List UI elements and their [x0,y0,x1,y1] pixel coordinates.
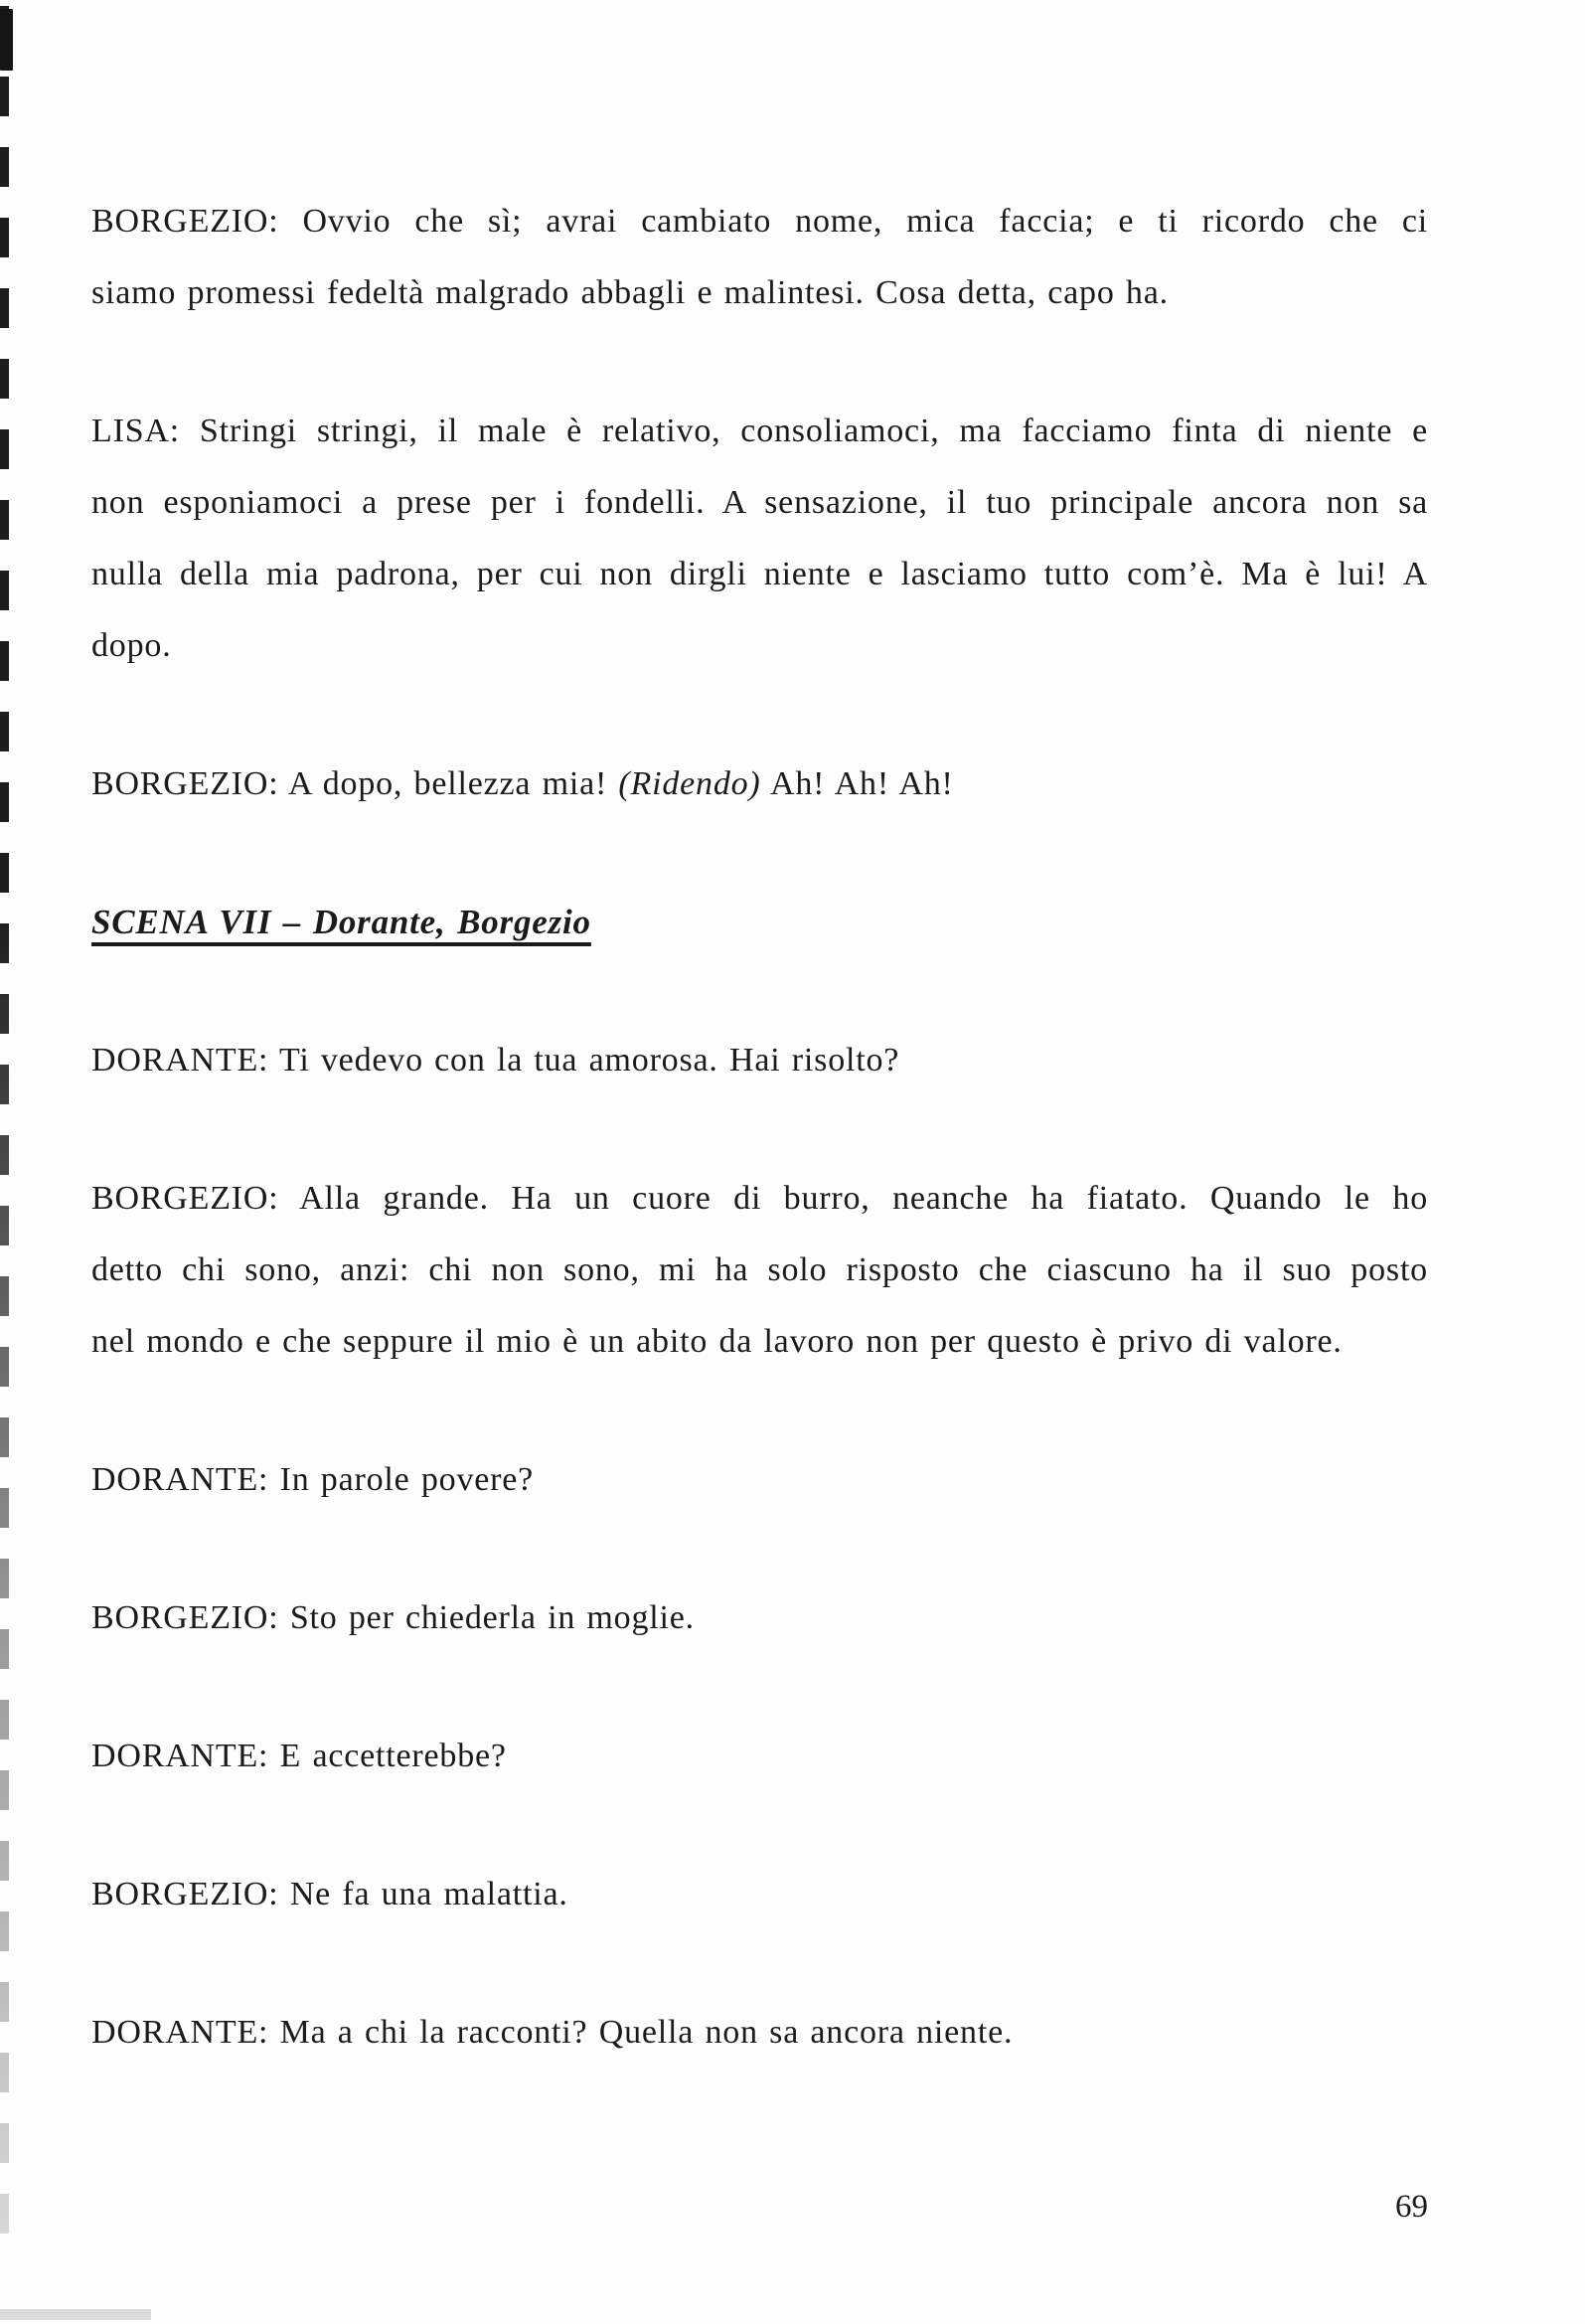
dialogue-line: DORANTE: Ti vedevo con la tua amorosa. Hai risolto? [91,1042,900,1079]
dialogue-text: BORGEZIO: A dopo, bellezza mia! [91,765,619,802]
dialogue-line: nel mondo e che seppure il mio è un abito da lavoro non per questo è privo di valore. [91,1323,1343,1360]
dialogue-line: BORGEZIO: Alla grande. Ha un cuore di burro, neanche ha fiatato. Quando le ho [91,1180,1428,1217]
stage-direction: (Ridendo) [618,765,761,802]
dialogue-borgezio-3 [91,1163,1428,1378]
dialogue-dorante-1 [91,1025,1428,1096]
dialogue-line: LISA: Stringi stringi, il male è relativo, consoliamoci, ma facciamo finta di niente e [91,413,1428,449]
dialogue-line: DORANTE: E accetterebbe? [91,1738,507,1774]
dialogue-line: siamo promessi fedeltà malgrado abbagli e malintesi. Cosa detta, capo ha. [91,274,1169,311]
dialogue-borgezio-1 [91,186,1428,329]
script-text-block [91,186,1428,2135]
page-number: 69 [1395,2189,1428,2225]
dialogue-lisa-1 [91,396,1428,682]
dialogue-line: detto chi sono, anzi: chi non sono, mi ha solo risposto che ciascuno ha il suo posto [91,1251,1428,1288]
dialogue-text: Ah! Ah! Ah! [760,765,954,802]
scene-heading-block [91,887,1428,958]
dialogue-line: BORGEZIO: Ovvio che sì; avrai cambiato nome, mica faccia; e ti ricordo che ci [91,203,1428,240]
scan-bottom-smudge [0,2309,151,2320]
dialogue-line: non esponiamoci a prese per i fondelli. A sensazione, il tuo principale ancora non sa [91,484,1428,521]
dialogue-line: DORANTE: In parole povere? [91,1461,535,1498]
dialogue-borgezio-4 [91,1582,1428,1654]
dialogue-line: dopo. [91,627,172,664]
scan-binding-marks [0,6,9,2252]
dialogue-line: BORGEZIO: Ne fa una malattia. [91,1876,568,1912]
scan-binding-mark-top [0,9,13,71]
scene-heading: SCENA VII – Dorante, Borgezio [91,903,591,941]
dialogue-line: BORGEZIO: Sto per chiederla in moglie. [91,1599,695,1636]
dialogue-line: nulla della mia padrona, per cui non dirgli niente e lasciamo tutto com’è. Ma è lui! A [91,556,1428,592]
dialogue-line: DORANTE: Ma a chi la racconti? Quella non sa ancora niente. [91,2014,1014,2051]
dialogue-dorante-4 [91,1997,1428,2069]
dialogue-dorante-2 [91,1444,1428,1516]
dialogue-line [91,748,1428,820]
dialogue-borgezio-2 [91,748,1428,820]
dialogue-dorante-3 [91,1721,1428,1792]
dialogue-borgezio-5 [91,1859,1428,1930]
